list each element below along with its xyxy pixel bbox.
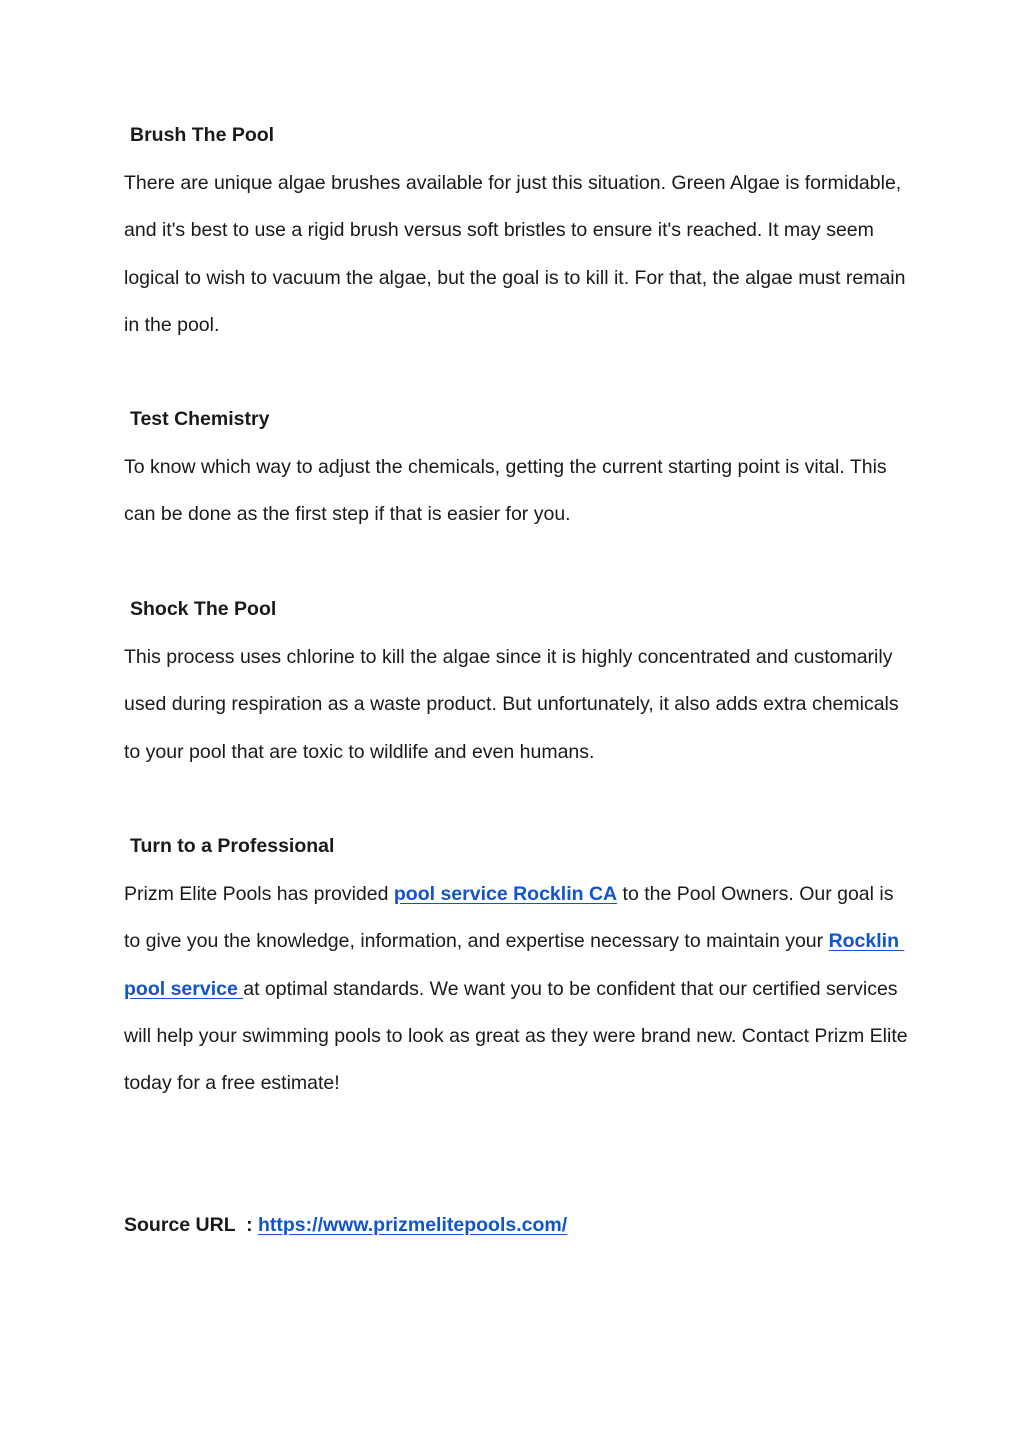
- body-text-part-2: to the Pool Owners. Our goal is to give you the knowledge, information, and expertise necessary to maintain your: [124, 883, 894, 953]
- section-heading-brush-the-pool: Brush The Pool: [130, 124, 275, 146]
- body-text-part-3: at optimal standards. We want you to be confident that our certified services will help your swimming pools to look as great as they were brand new. Contact Prizm Elite today for a free estimate!: [124, 977, 908, 1095]
- body-text-part-1: Prizm Elite Pools has provided: [124, 883, 394, 905]
- link-pool-service-rocklin-ca[interactable]: pool service Rocklin CA: [393, 883, 618, 905]
- section-body-shock-the-pool: This process uses chlorine to kill the algae since it is highly concentrated and customarily used during respiration as a waste product. But unfortunately, it also adds extra chemicals to your pool that are toxic to wildlife and even humans.: [124, 646, 899, 763]
- link-rocklin-pool-service[interactable]: Rocklin pool service: [124, 930, 905, 1000]
- section-heading-test-chemistry: Test Chemistry: [130, 408, 270, 430]
- section-body-turn-to-a-professional: [124, 871, 914, 1107]
- source-url-label: Source URL :: [124, 1214, 258, 1236]
- section-body-test-chemistry: To know which way to adjust the chemicals, getting the current starting point is vital. This can be done as the first step if that is easier for you.: [124, 456, 887, 526]
- section-body-brush-the-pool: There are unique algae brushes available for just this situation. Green Algae is formidable, and it's best to use a rigid brush versus soft bristles to ensure it's reached. It may seem logical to wish to vacuum the algae, but the goal is to kill it. For that, the algae must remain in the pool.: [124, 172, 906, 336]
- section-heading-turn-to-a-professional: Turn to a Professional: [130, 835, 335, 857]
- section-heading-shock-the-pool: Shock The Pool: [130, 598, 277, 620]
- source-url-line: [124, 1214, 567, 1237]
- source-url-link[interactable]: https://www.prizmelitepools.com/: [258, 1214, 568, 1236]
